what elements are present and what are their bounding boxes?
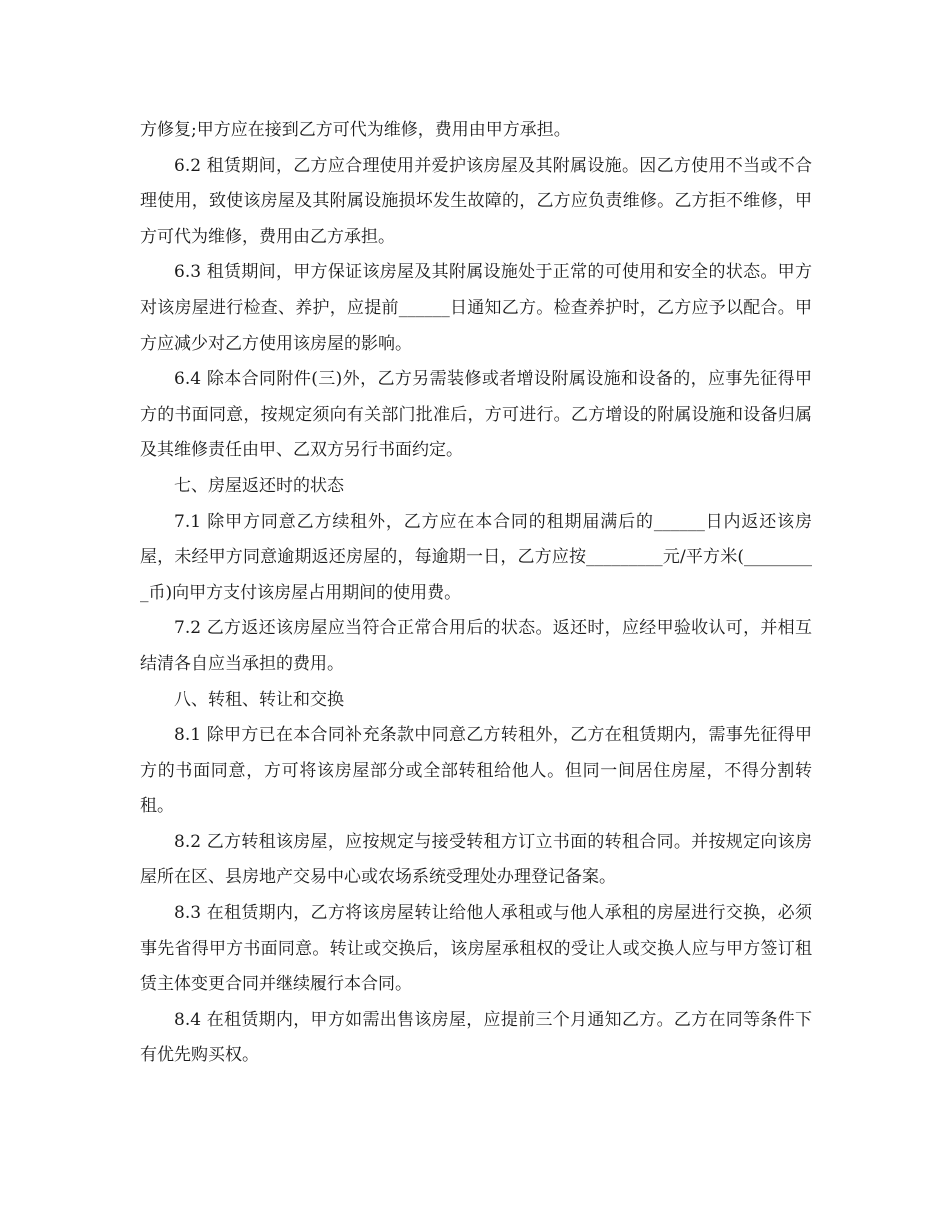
clause-7-2: 7.2 乙方返还该房屋应当符合正常合用后的状态。返还时，应经甲验收认可，并相互结清各自应当承担的费用。: [140, 618, 812, 674]
paragraph-continuation: 方修复;甲方应在接到乙方可代为维修，费用由甲方承担。: [140, 120, 571, 140]
clause-7-1: 7.1 除甲方同意乙方续租外，乙方应在本合同的租期届满后的______日内返还该房屋，未经甲方同意逾期返还房屋的，每逾期一日，乙方应按_________元/平方米(_________币)向甲方支付该房屋占用期间的使用费。: [140, 511, 812, 603]
clause-6-3: 6.3 租赁期间，甲方保证该房屋及其附属设施处于正常的可使用和安全的状态。甲方对该房屋进行检查、养护，应提前______日通知乙方。检查养护时，乙方应予以配合。甲方应减少对乙方使用该房屋的影响。: [140, 262, 812, 354]
section-heading-8: 八、转租、转让和交换: [174, 689, 344, 710]
clause-8-2: 8.2 乙方转租该房屋，应按规定与接受转租方订立书面的转租合同。并按规定向该房屋所在区、县房地产交易中心或农场系统受理处办理登记备案。: [140, 831, 812, 888]
clause-8-4: 8.4 在租赁期内，甲方如需出售该房屋，应提前三个月通知乙方。乙方在同等条件下有优先购买权。: [140, 1009, 812, 1066]
section-heading-7: 七、房屋返还时的状态: [174, 475, 344, 496]
document-page: [140, 113, 812, 1074]
clause-6-4: 6.4 除本合同附件(三)外，乙方另需装修或者增设附属设施和设备的，应事先征得甲方的书面同意，按规定须向有关部门批准后，方可进行。乙方增设的附属设施和设备归属及其维修责任由甲、乙双方另行书面约定。: [140, 369, 812, 461]
clause-8-1: 8.1 除甲方已在本合同补充条款中同意乙方转租外，乙方在租赁期内，需事先征得甲方的书面同意，方可将该房屋部分或全部转租给他人。但同一间居住房屋，不得分割转租。: [140, 725, 812, 817]
clause-6-2: 6.2 租赁期间，乙方应合理使用并爱护该房屋及其附属设施。因乙方使用不当或不合理使用，致使该房屋及其附属设施损坏发生故障的，乙方应负责维修。乙方拒不维修，甲方可代为维修，费用由乙方承担。: [140, 155, 812, 247]
clause-8-3: 8.3 在租赁期内，乙方将该房屋转让给他人承租或与他人承租的房屋进行交换，必须事先省得甲方书面同意。转让或交换后，该房屋承租权的受让人或交换人应与甲方签订租赁主体变更合同并继续履行本合同。: [140, 903, 812, 995]
